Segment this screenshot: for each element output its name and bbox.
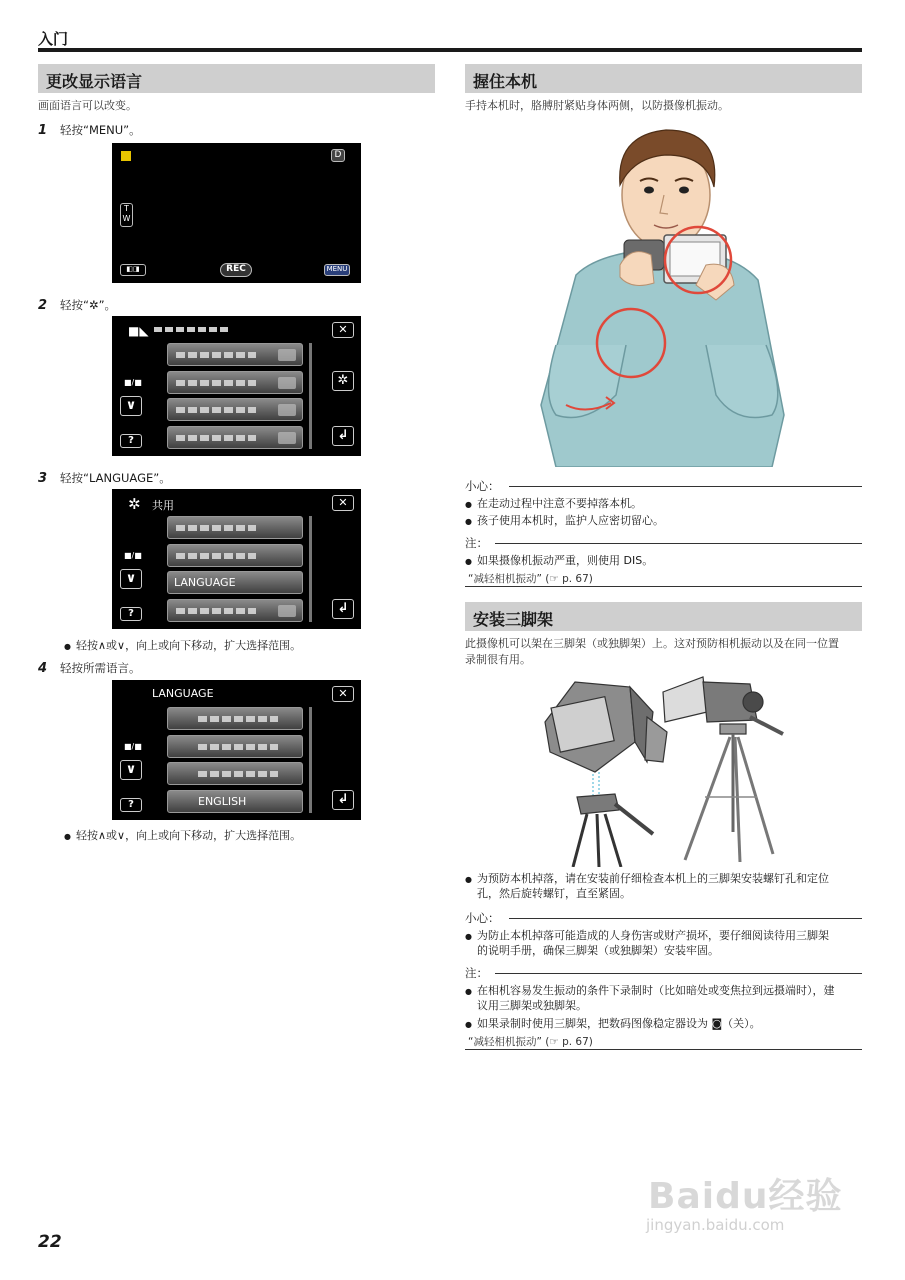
step-3	[38, 470, 171, 486]
language-option-1[interactable]	[167, 707, 303, 730]
step-2-number: 2	[38, 298, 48, 313]
language-intro: 画面语言可以改变。	[38, 99, 137, 112]
menu-scrollbar[interactable]	[309, 343, 312, 449]
note-tripod-b: ● 如果录制时使用三脚架，把数码图像稳定器设为 ◙（关）。	[477, 1016, 761, 1032]
menu-header: 共用	[152, 499, 174, 512]
note-item-1: ● 如果摄像机振动严重，则使用 DIS。	[477, 553, 653, 569]
gear-icon[interactable]: ✲	[332, 371, 354, 391]
video-camera-icon: ■◣	[128, 324, 149, 338]
menu-scrollbar[interactable]	[309, 516, 312, 622]
zoom-tw-control[interactable]: T W	[120, 203, 133, 227]
step-3-text: 轻按“LANGUAGE”。	[60, 471, 171, 485]
menu-row-2[interactable]	[167, 544, 303, 567]
menu-title-blur	[154, 327, 229, 332]
english-label: ENGLISH	[198, 795, 247, 808]
bullet-scroll-hint: ● 轻按∧或∨，向上或向下移动，扩大选择范围。	[76, 638, 301, 654]
page-indicator: ■/■	[124, 378, 142, 387]
step-4-text: 轻按所需语言。	[60, 661, 141, 675]
note-label: 注：	[465, 966, 488, 980]
tripod-intro-line-1: 此摄像机可以架在三脚架（或独脚架）上。这对预防相机振动以及在同一位置	[465, 637, 839, 650]
language-option-2[interactable]	[167, 735, 303, 758]
back-icon[interactable]: ↲	[332, 599, 354, 619]
language-option-english[interactable]	[167, 790, 303, 813]
watermark-url: jingyan.baidu.com	[646, 1216, 785, 1234]
note-label: 注：	[465, 536, 488, 550]
note-tripod	[465, 965, 862, 981]
step-2	[38, 297, 116, 313]
back-icon[interactable]: ↲	[332, 790, 354, 810]
tripod-illustration	[535, 672, 795, 867]
page-indicator: ■/■	[124, 551, 142, 560]
caution-tripod-line-1: ● 为防止本机掉落可能造成的人身伤害或财产损坏，要仔细阅读待用三脚架	[477, 928, 829, 944]
note-hold	[465, 535, 862, 551]
mode-indicator[interactable]: D	[331, 149, 345, 162]
bullet-scroll-hint-2: ● 轻按∧或∨，向上或向下移动，扩大选择范围。	[76, 828, 301, 844]
menu-row-1[interactable]	[167, 343, 303, 366]
caution-item-2: ● 孩子使用本机时，监护人应密切留心。	[477, 513, 664, 529]
section-heading-hold: 握住本机	[465, 64, 862, 93]
camera-screen-menu	[112, 316, 361, 456]
menu-row-3[interactable]	[167, 398, 303, 421]
menu-row-language[interactable]	[167, 571, 303, 594]
tripod-bullet-line-1: ● 为预防本机掉落，请在安装前仔细检查本机上的三脚架安装螺钉孔和定位	[477, 871, 829, 887]
chevron-down-icon[interactable]: ∨	[120, 760, 142, 780]
caution-label: 小心：	[465, 911, 500, 925]
chapter-title: 入门	[38, 30, 69, 48]
menu-header: LANGUAGE	[152, 687, 214, 700]
note-tripod-a-line-2: 议用三脚架或独脚架。	[477, 999, 587, 1012]
chapter-rule	[38, 48, 862, 52]
help-icon[interactable]: ?	[120, 607, 142, 621]
camera-screen-common	[112, 489, 361, 629]
close-icon[interactable]: ✕	[332, 495, 354, 511]
watermark-logo: Baidu经验	[648, 1176, 843, 1217]
hold-intro: 手持本机时，胳膊肘紧贴身体两侧，以防摄像机振动。	[465, 99, 729, 112]
menu-row-4[interactable]	[167, 599, 303, 622]
step-2-text: 轻按“✲”。	[60, 298, 117, 312]
menu-row-2[interactable]	[167, 371, 303, 394]
reference-link[interactable]: “减轻相机振动” (☞ p. 67)	[468, 573, 593, 585]
step-4	[38, 660, 141, 676]
caution-label: 小心：	[465, 479, 500, 493]
section-heading-language: 更改显示语言	[38, 64, 435, 93]
gear-icon: ✲	[128, 495, 141, 513]
playback-toggle-button[interactable]: ◧◨	[120, 264, 146, 276]
back-icon[interactable]: ↲	[332, 426, 354, 446]
camera-screen-record	[112, 143, 361, 283]
page-number: 22	[38, 1232, 62, 1252]
person-holding-camera-illustration	[536, 115, 792, 467]
tripod-bullet-line-2: 孔，然后旋转螺钉，直至紧固。	[477, 887, 631, 900]
camera-screen-language	[112, 680, 361, 820]
step-1-number: 1	[38, 123, 48, 138]
close-icon[interactable]: ✕	[332, 686, 354, 702]
step-3-number: 3	[38, 471, 48, 486]
help-icon[interactable]: ?	[120, 798, 142, 812]
rec-button[interactable]: REC	[220, 263, 252, 277]
chevron-down-icon[interactable]: ∨	[120, 569, 142, 589]
help-icon[interactable]: ?	[120, 434, 142, 448]
caution-tripod	[465, 910, 862, 926]
step-1-text: 轻按“MENU”。	[60, 123, 141, 137]
section-heading-tripod: 安装三脚架	[465, 602, 862, 631]
caution-item-1: ● 在走动过程中注意不要掉落本机。	[477, 496, 642, 512]
close-icon[interactable]: ✕	[332, 322, 354, 338]
reference-link[interactable]: “减轻相机振动” (☞ p. 67)	[468, 1036, 593, 1048]
tripod-intro-line-2: 录制很有用。	[465, 653, 531, 666]
step-4-number: 4	[38, 661, 48, 676]
language-item-label: LANGUAGE	[174, 576, 236, 589]
note-tripod-a-line-1: ● 在相机容易发生振动的条件下录制时（比如暗处或变焦拉到远摄端时），建	[477, 983, 835, 999]
menu-scrollbar[interactable]	[309, 707, 312, 813]
caution-tripod-line-2: 的说明手册，确保三脚架（或独脚架）安装牢固。	[477, 944, 719, 957]
caution-hold	[465, 478, 862, 494]
battery-icon	[121, 151, 131, 161]
menu-button[interactable]: MENU	[324, 264, 350, 276]
chevron-down-icon[interactable]: ∨	[120, 396, 142, 416]
language-option-3[interactable]	[167, 762, 303, 785]
page-indicator: ■/■	[124, 742, 142, 751]
menu-row-4[interactable]	[167, 426, 303, 449]
step-1	[38, 122, 141, 138]
menu-row-1[interactable]	[167, 516, 303, 539]
